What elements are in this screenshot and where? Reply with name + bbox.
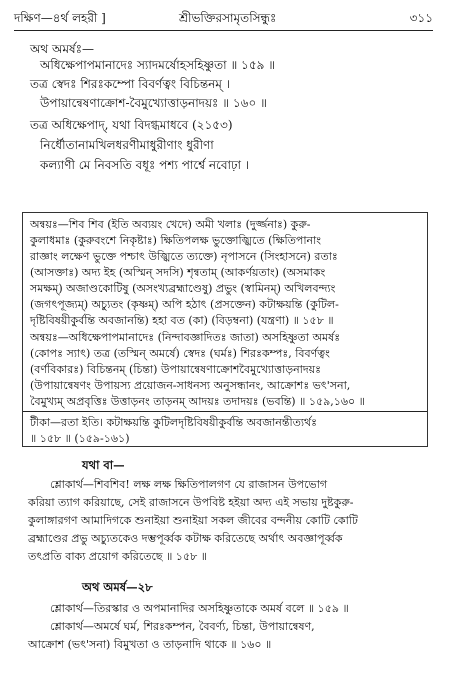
- page-number: ৩১১: [409, 11, 433, 25]
- verse-line: কল্যাণী মে নিবসতি বধূঃ পশ্য পার্শ্বে নবোঢ়া ।: [40, 158, 250, 172]
- translation-line: করিয়া ত্যাগ করিয়াছে, সেই রাজাসনে উপবিষ্ট হইয়া অদ্য এই সভায় দুষ্টকুরু-: [28, 496, 354, 509]
- translation-line: শ্লোকার্থ—অমর্ষে ঘর্ম, শিরঃকম্পন, বৈবর্ণ্য, চিন্তা, উপায়ান্বেষণ,: [50, 620, 315, 633]
- header-title: শ্রীভক্তিরসামৃতসিন্ধুঃ: [179, 11, 277, 25]
- anvaya-line: (বর্ণবিকারঃ) বিচিন্তনম্ (চিন্তা) উপায়ান্বেষণাক্রোশবৈমুখ্যোত্তাড়নাদয়ঃ: [30, 363, 321, 376]
- translation-line: তৎপ্রতি বাক্য প্রয়োগ করিতেছে ॥ ১৫৮ ॥: [28, 550, 207, 563]
- anvaya-line: দৃষ্টিবিষয়ীকুর্বন্তি অবজানন্তি) হহা বত (কা) (বিড়ম্বনা) (যন্ত্রণা) ॥ ১৫৮ ॥: [30, 314, 334, 327]
- verse-line: অধিক্ষেপাপমানাদেঃ স্যাদমর্ষোহসহিষ্ণুতা ॥ ১৫৯ ॥: [40, 58, 276, 72]
- section-heading: যথা বা—: [82, 458, 125, 472]
- running-header: [14, 10, 433, 28]
- translation-line: শ্লোকার্থ—তিরস্কার ও অপমানাদির অসহিষ্ণুতাকে অমর্ষ বলে ॥ ১৫৯ ॥: [50, 602, 349, 615]
- translation-line: আক্রোশ (ভৎ'সনা) বিমুখতা ও তাড়নাদি থাকে ॥ ১৬০ ॥: [28, 638, 272, 651]
- anvaya-line: বৈমুখ্যম্ অপ্রবৃত্তিঃ উত্তাড়নং তাড়নম্ আদয়ঃ তদাদয়ঃ (ভবন্তি) ॥ ১৫৯,১৬০ ॥: [30, 395, 365, 408]
- tika-line: টীকা—রতা ইতি। কটাক্ষয়ন্তি কুটিলদৃষ্টিবিষয়ীকুর্বন্তি অবজানন্তীত্যর্থঃ: [30, 416, 318, 429]
- verse-line: নির্ধৌতানামখিলধরণীমাধুরীণাং ধুরীণা: [40, 138, 214, 152]
- box-divider: [23, 411, 427, 412]
- anvaya-line: কুলাধমাঃ (কুরুবংশে নিকৃষ্টাঃ) ক্ষিতিপলক্ষ ভুক্তোজ্ঝিতে (ক্ষিতিপানাং: [30, 234, 322, 247]
- translation-line: কুলাঙ্গারগণ আমাদিগকে শুনাইয়া শুনাইয়া সকল জীবের বন্দনীয় কোটি কোটি: [28, 514, 358, 527]
- anvaya-line: সমক্ষম্) অজাণ্ডকোটিষু (অসংখ্যব্রহ্মাণ্ডেষু) প্রভুং (স্বামিনম্) অখিলবন্দ্যং: [30, 282, 336, 295]
- translation-line: ব্রহ্মাণ্ডের প্রভু অচ্যুতকেও দম্ভপূর্ব্বক কটাক্ষ করিতেছে অর্থাৎ অবজ্ঞাপূর্ব্বক: [28, 532, 343, 545]
- anvaya-line: রাজ্ঞাং লক্ষেণ ভুক্তে পশ্চাৎ উজ্ঝিতে ত্যক্তে) নৃপাসনে (সিংহাসনে) রতাঃ: [30, 250, 338, 263]
- verse-line: তত্র স্বেদঃ শিরঃকম্পো বিবর্ণত্বং বিচিন্তনম্ ।: [30, 77, 231, 91]
- verse-heading: অথ অমর্ষঃ—: [30, 42, 95, 56]
- anvaya-line: (কোপঃ স্যাৎ) তত্র (তস্মিন্ অমর্ষে) স্বেদঃ (ঘর্মঃ) শিরঃকম্পঃ, বিবর্ণত্বং: [30, 347, 330, 360]
- anvaya-line: অন্বয়ঃ—শিব শিব (ইতি অব্যয়ং খেদে) অমী খলাঃ (দুর্জ্জনাঃ) কুরু-: [30, 218, 311, 231]
- anvaya-line: (আসক্তাঃ) অদ্য ইহ (অস্মিন্ সদসি) শৃন্বতাম্ (আকর্ণয়তাং) (অসমাকং: [30, 266, 326, 279]
- header-chapter: দক্ষিণ—৪র্থ লহরী ]: [14, 11, 106, 25]
- verse-line: তত্র অধিক্ষেপাদ্, যথা বিদগ্ধমাধবে (২১৫৩): [30, 118, 233, 132]
- anvaya-line: (জগৎপূজ্যম্) অচ্যুতং (কৃষ্ণম্) অপি হঠাৎ (প্রসক্তেন) কটাক্ষয়ন্তি (কুটিল-: [30, 298, 339, 311]
- anvaya-line: অন্বয়ঃ—অধিক্ষেপাপমানাদেঃ (নিন্দাবজ্ঞাদিতঃ জাতা) অসহিষ্ণুতা অমর্ষঃ: [30, 331, 341, 344]
- anvaya-line: (উপায়ান্বেষণং উপায়স্য প্রয়োজন-সাধনস্য অনুসন্ধানং, আক্রোশঃ ভৎ'সনা,: [30, 379, 351, 392]
- header-rule: [14, 30, 433, 31]
- verse-line: উপায়ান্বেষণাক্রোশ-বৈমুখ্যোত্তাড়নাদয়ঃ ॥ ১৬০ ॥: [40, 96, 267, 110]
- tika-line: ॥ ১৫৮ ॥ (১৫৯-১৬১): [30, 432, 130, 445]
- translation-line: শ্লোকার্থ—শিবশিব! লক্ষ লক্ষ ক্ষিতিপালগণ যে রাজাসন উপভোগ: [50, 478, 328, 491]
- section-heading: অথ অমর্ষ—২৮: [82, 580, 153, 594]
